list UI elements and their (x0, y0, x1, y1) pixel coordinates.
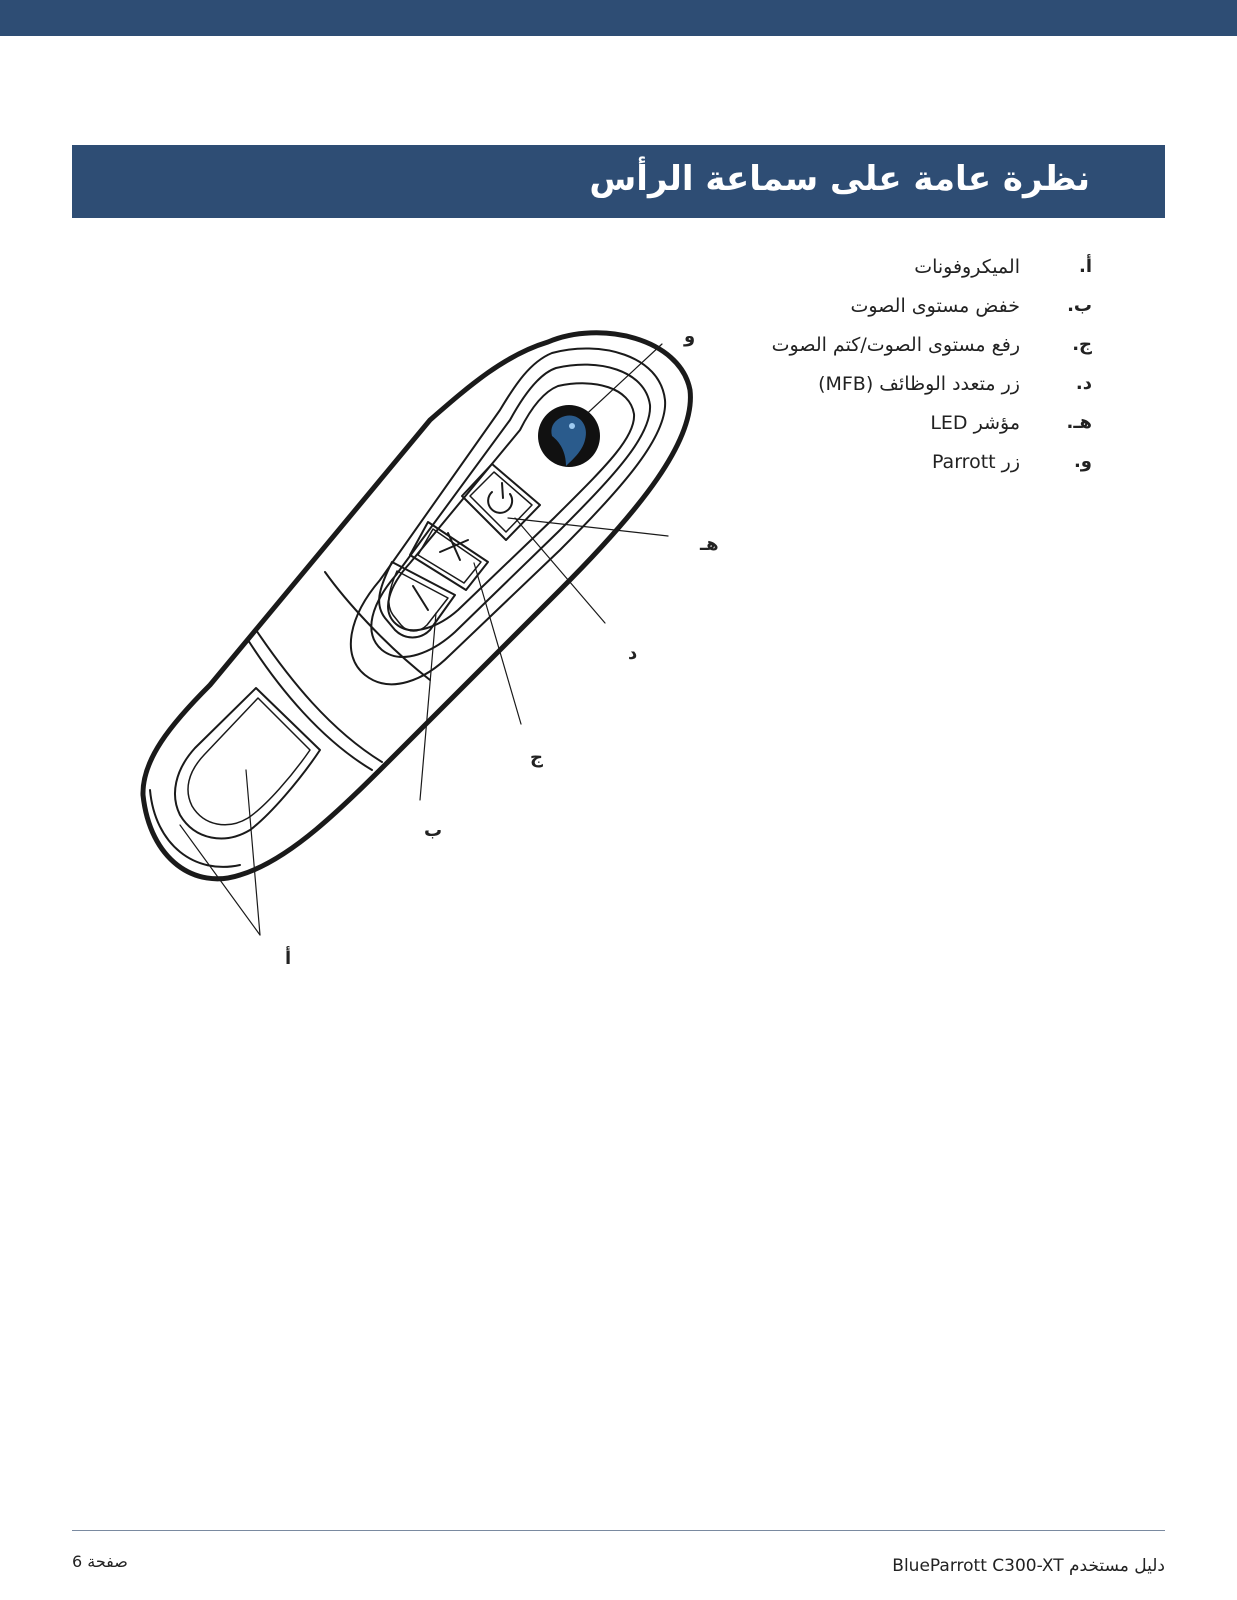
minus-icon (413, 586, 428, 610)
headset-diagram (0, 300, 760, 1000)
control-panel-ring-2 (371, 365, 650, 657)
leader-a-2 (246, 770, 260, 935)
leader-b (420, 613, 436, 800)
headset-illustration (0, 300, 760, 1000)
control-panel-ring-1 (351, 348, 665, 684)
leader-a-1 (180, 825, 260, 935)
multi-function-button (462, 464, 540, 540)
legend-label: خفض مستوى الصوت (850, 295, 1020, 317)
legend-letter: د. (1075, 373, 1092, 394)
parrot-logo-icon (538, 405, 600, 467)
legend-letter: ج. (1072, 334, 1092, 355)
legend-label: الميكروفونات (914, 256, 1020, 278)
legend-letter: هـ. (1066, 412, 1092, 433)
callout-a: أ (285, 948, 292, 969)
title-banner (72, 145, 1165, 218)
page-title: نظرة عامة على سماعة الرأس (589, 159, 1090, 199)
volume-up-button (410, 522, 488, 590)
legend-label: زر Parrott (931, 451, 1020, 473)
leader-d (515, 518, 605, 623)
power-icon (488, 483, 512, 513)
legend-letter: ب. (1067, 295, 1092, 316)
legend-item-a (532, 256, 1092, 295)
headset-body-outline (143, 333, 690, 879)
footer-doc-title: دليل مستخدم BlueParrott C300-XT (892, 1556, 1165, 1576)
callout-d: د (628, 643, 638, 664)
legend-label: رفع مستوى الصوت/كتم الصوت (771, 334, 1020, 356)
body-seam-2 (256, 630, 382, 762)
headset-body-inner-outline (150, 790, 240, 867)
footer-divider (72, 1530, 1165, 1531)
leader-c (474, 563, 521, 724)
top-bar (0, 0, 1237, 36)
legend-letter: و. (1073, 451, 1092, 472)
callout-b: ب (424, 820, 443, 841)
page-number: صفحة 6 (72, 1552, 128, 1571)
callout-c: ج (530, 747, 543, 768)
legend-label: زر متعدد الوظائف (MFB) (818, 373, 1020, 395)
volume-down-button (379, 562, 455, 638)
callout-e: هـ (700, 534, 719, 555)
callout-f: و (684, 326, 696, 347)
legend-label: مؤشر LED (930, 412, 1020, 434)
legend-letter: أ. (1078, 256, 1092, 277)
